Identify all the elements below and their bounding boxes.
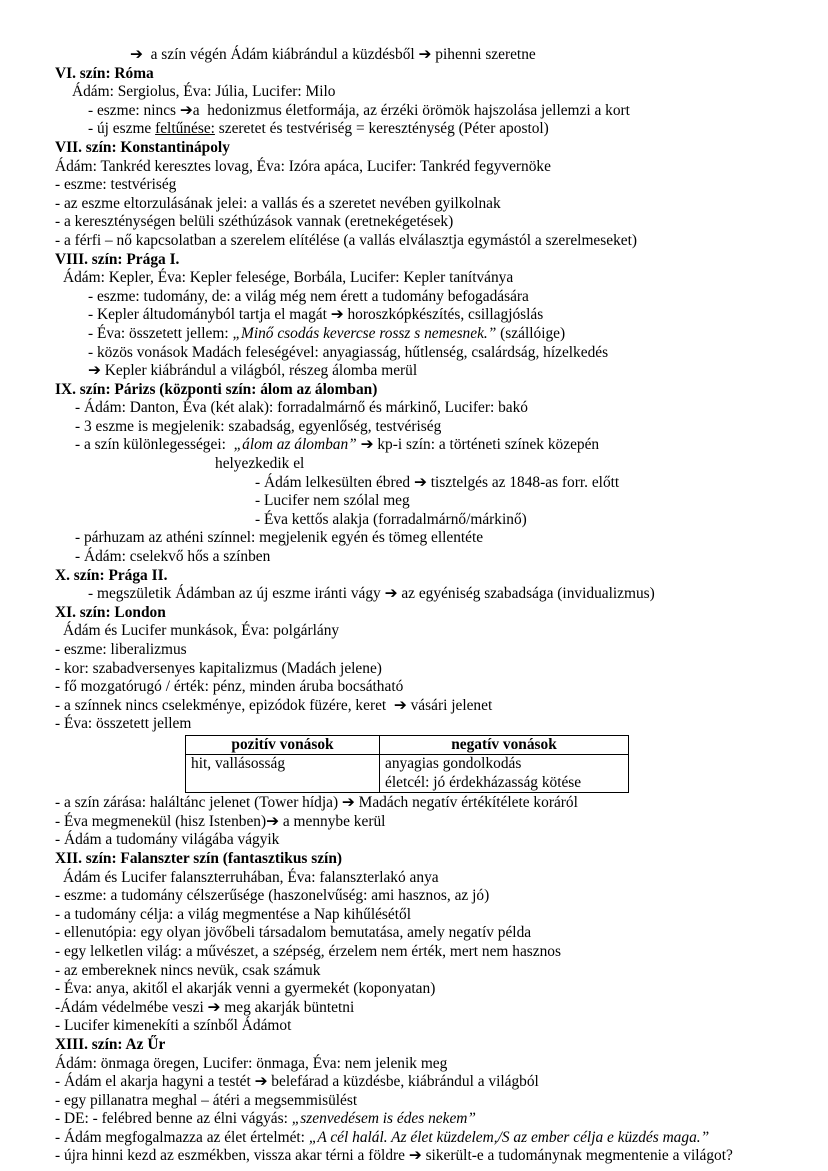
table-row: [186, 755, 629, 793]
text-segment: - a szín különlegességei:: [75, 436, 234, 454]
text-segment: - eszme: liberalizmus: [55, 641, 187, 658]
doc-line: [55, 195, 800, 214]
table-cell-line: anyagias gondolkodás: [385, 755, 522, 773]
text-segment: ➔ a szín végén Ádám kiábrándul a küzdésből ➔ pihenni szeretne: [130, 46, 536, 63]
doc-line: [55, 1129, 800, 1148]
doc-line: [88, 102, 800, 121]
text-segment: VIII. szín: Prága I.: [55, 250, 180, 268]
text-segment: - az embereknek nincs nevük, csak számuk: [55, 961, 321, 979]
doc-line: [55, 641, 800, 660]
text-segment: - új eszme: [88, 120, 156, 138]
text-segment: „Minő csodás kevercse rossz s nemesnek.”: [232, 324, 497, 342]
doc-line: [130, 46, 800, 65]
text-segment: - párhuzam az athéni színnel: megjelenik egyén és tömeg ellentéte: [75, 529, 484, 547]
text-segment: - egy pillanatra meghal – átéri a megsemmisülést: [55, 1091, 358, 1109]
text-segment: - fő mozgatórugó / érték: pénz, minden áruba bocsátható: [55, 678, 404, 696]
text-segment: - Éva: összetett jellem: [55, 715, 192, 733]
text-segment: helyezkedik el: [215, 455, 305, 473]
doc-line: [55, 1073, 800, 1092]
doc-line: [63, 622, 800, 641]
doc-line: [55, 1110, 800, 1129]
text-segment: VI. szín: Róma: [55, 64, 154, 82]
doc-line: [215, 455, 800, 474]
table-cell: [380, 755, 629, 793]
doc-line: [55, 962, 800, 981]
doc-line: [55, 887, 800, 906]
text-segment: „szenvedésem is édes nekem”: [291, 1110, 476, 1128]
doc-line: [55, 232, 800, 251]
doc-line: [72, 83, 800, 102]
doc-line: [55, 1017, 800, 1036]
doc-line: [255, 511, 800, 530]
doc-line: [63, 269, 800, 288]
text-segment: - Kepler áltudományból tartja el magát ➔ horoszkópkészítés, csillagjóslás: [88, 306, 544, 324]
doc-line: [55, 176, 800, 195]
text-segment: X. szín: Prága II.: [55, 566, 168, 584]
section-heading: [55, 1036, 800, 1055]
doc-line: [55, 697, 800, 716]
text-segment: IX. szín: Párizs (központi szín: álom az álomban): [55, 380, 378, 398]
section-heading: [55, 251, 800, 270]
text-segment: Ádám: Sergiolus, Éva: Júlia, Lucifer: Milo: [72, 83, 336, 101]
doc-line: [88, 306, 800, 325]
doc-line: [55, 1147, 800, 1166]
text-segment: - az eszme eltorzulásának jelei: a vallás és a szeretet nevében gyilkolnak: [55, 194, 501, 212]
doc-line: [55, 794, 800, 813]
doc-line: [88, 288, 800, 307]
table-header-cell: negatív vonások: [380, 735, 629, 754]
text-segment: - újra hinni kezd az eszmékben, vissza akar térni a földre ➔ sikerült-e a tudománynak megmentenie a világot?: [55, 1147, 733, 1165]
table-header-row: [186, 735, 629, 754]
table-header-cell: pozitív vonások: [186, 735, 380, 754]
text-segment: - eszme: nincs ➔a hedonizmus életformája, az érzéki örömök hajszolása jellemzi a kort: [88, 101, 630, 119]
doc-line: [55, 660, 800, 679]
doc-line: [88, 585, 800, 604]
doc-line: [55, 906, 800, 925]
doc-line: [88, 362, 800, 381]
text-segment: XI. szín: London: [55, 603, 166, 621]
text-segment: - ellenutópia: egy olyan jövőbeli társadalom bemutatása, amely negatív példa: [55, 924, 532, 942]
text-segment: - Lucifer nem szólal meg: [255, 492, 410, 510]
doc-line: [55, 715, 800, 734]
text-segment: - Éva: összetett jellem:: [88, 324, 233, 342]
text-segment: szeretet és testvériség = kereszténység (Péter apostol): [214, 120, 549, 138]
text-segment: - Éva megmenekül (hisz Istenben)➔ a mennybe kerül: [55, 812, 386, 830]
text-segment: Ádám és Lucifer munkások, Éva: polgárlány: [63, 622, 340, 640]
doc-line: [55, 213, 800, 232]
doc-line: [75, 399, 800, 418]
doc-line: [55, 1055, 800, 1074]
text-segment: „álom az álomban”: [233, 436, 357, 454]
text-segment: ➔ Kepler kiábrándul a világból, részeg álomba merül: [88, 362, 418, 380]
doc-line: [55, 999, 800, 1018]
section-heading: [55, 381, 800, 400]
text-segment: - eszme: testvériség: [55, 176, 177, 194]
doc-line: [55, 1092, 800, 1111]
text-segment: (szállóige): [496, 324, 566, 342]
text-segment: - kor: szabadversenyes kapitalizmus (Madách jelene): [55, 659, 382, 677]
section-heading: [55, 604, 800, 623]
text-segment: - Ádám a tudomány világába vágyik: [55, 831, 280, 849]
doc-line: [55, 813, 800, 832]
text-segment: - Ádám lelkesülten ébred ➔ tisztelgés az 1848-as forr. előtt: [255, 473, 620, 491]
text-segment: „A cél halál. Az élet küzdelem,/S az ember célja e küzdés maga.”: [308, 1128, 710, 1146]
text-segment: - a kereszténységen belüli széthúzások vannak (eretnekégetések): [55, 213, 454, 231]
table-cell: [186, 755, 380, 793]
doc-line: [55, 678, 800, 697]
text-segment: ➔ kp-i szín: a történeti színek közepén: [356, 436, 600, 454]
doc-line: [255, 492, 800, 511]
section-heading: [55, 850, 800, 869]
doc-line: [88, 344, 800, 363]
text-segment: feltűnése:: [155, 120, 215, 138]
text-segment: - közös vonások Madách feleségével: anyagiasság, hűtlenség, csalárdság, hízelkedés: [88, 343, 609, 361]
doc-line: [255, 474, 800, 493]
text-segment: XII. szín: Falanszter szín (fantasztikus szín): [55, 849, 343, 867]
doc-line: [55, 943, 800, 962]
text-segment: - Ádám megfogalmazza az élet értelmét:: [55, 1128, 309, 1146]
table-cell-line: életcél: jó érdekházasság kötése: [385, 773, 582, 791]
text-segment: Ádám és Lucifer falanszterruhában, Éva: falanszterlakó anya: [63, 868, 439, 886]
doc-line: [55, 980, 800, 999]
text-segment: Ádám: önmaga öregen, Lucifer: önmaga, Éva: nem jelenik meg: [55, 1054, 448, 1072]
section-heading: [55, 567, 800, 586]
text-segment: - Ádám: Danton, Éva (két alak): forradalmárnő és márkinő, Lucifer: bakó: [75, 399, 528, 417]
doc-line: [88, 325, 800, 344]
doc-line: [75, 548, 800, 567]
text-segment: - egy lelketlen világ: a művészet, a szépség, érzelem nem érték, mert nem hasznos: [55, 942, 561, 960]
character-traits-table: [185, 735, 629, 793]
text-segment: -Ádám védelmébe veszi ➔ meg akarják büntetni: [55, 998, 355, 1016]
text-segment: - Ádám: cselekvő hős a színben: [75, 548, 271, 566]
text-segment: - Lucifer kimenekíti a színből Ádámot: [55, 1017, 292, 1035]
doc-line: [55, 158, 800, 177]
document-body: [55, 46, 800, 1166]
section-heading: [55, 65, 800, 84]
doc-line: [55, 831, 800, 850]
text-segment: - Éva kettős alakja (forradalmárnő/márkinő): [255, 510, 527, 528]
text-segment: - Ádám el akarja hagyni a testét ➔ belefárad a küzdésbe, kiábrándul a világból: [55, 1073, 539, 1091]
text-segment: Ádám: Kepler, Éva: Kepler felesége, Borbála, Lucifer: Kepler tanítványa: [63, 269, 514, 287]
text-segment: - eszme: tudomány, de: a világ még nem érett a tudomány befogadására: [88, 287, 529, 305]
text-segment: - eszme: a tudomány célszerűsége (haszonelvűség: ami hasznos, az jó): [55, 887, 490, 905]
doc-line: [75, 418, 800, 437]
text-segment: Ádám: Tankréd keresztes lovag, Éva: Izóra apáca, Lucifer: Tankréd fegyvernöke: [55, 157, 551, 175]
text-segment: - a színnek nincs cselekménye, epizódok füzére, keret ➔ vásári jelenet: [55, 696, 493, 714]
text-segment: - a férfi – nő kapcsolatban a szerelem elítélése (a vallás elválasztja egymástól a szerelmeseket): [55, 231, 637, 249]
doc-line: [88, 120, 800, 139]
text-segment: - Éva: anya, akitől el akarják venni a gyermekét (koponyatan): [55, 980, 436, 998]
text-segment: - megszületik Ádámban az új eszme iránti vágy ➔ az egyéniség szabadsága (invidualizmus): [88, 585, 655, 603]
doc-line: [55, 924, 800, 943]
text-segment: - 3 eszme is megjelenik: szabadság, egyenlőség, testvériség: [75, 417, 442, 435]
text-segment: VII. szín: Konstantinápoly: [55, 138, 230, 156]
text-segment: - a tudomány célja: a világ megmentése a Nap kihűlésétől: [55, 905, 411, 923]
section-heading: [55, 139, 800, 158]
text-segment: XIII. szín: Az Űr: [55, 1035, 166, 1053]
text-segment: - a szín zárása: haláltánc jelenet (Tower hídja) ➔ Madách negatív értékítélete koráról: [55, 794, 578, 812]
doc-line: [75, 529, 800, 548]
doc-line: [63, 869, 800, 888]
table-cell-line: hit, vallásosság: [191, 755, 286, 773]
text-segment: - DE: - felébred benne az élni vágyás:: [55, 1110, 292, 1128]
doc-line: [75, 436, 800, 455]
